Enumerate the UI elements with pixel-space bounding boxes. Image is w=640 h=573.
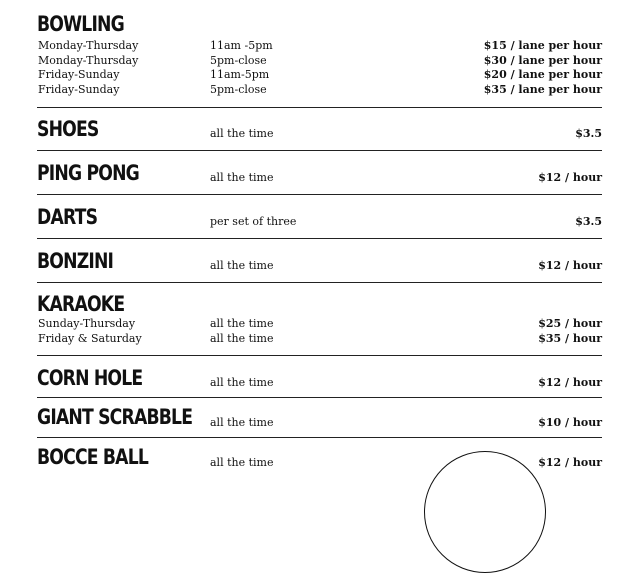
section-divider xyxy=(37,397,602,398)
row-price: $25 / hour xyxy=(538,317,602,330)
bocce-ball-illustration xyxy=(424,451,546,573)
row-price: $12 / hour xyxy=(538,456,602,469)
row-time: 5pm-close xyxy=(210,83,267,96)
row-label: Monday-Thursday xyxy=(38,54,139,67)
row-price: $10 / hour xyxy=(538,416,602,429)
row-price: $3.5 xyxy=(575,215,602,228)
row-label: Monday-Thursday xyxy=(38,39,139,52)
row-time: all the time xyxy=(210,416,274,429)
row-price: $15 / lane per hour xyxy=(483,39,602,52)
section-title-shoes: SHOES xyxy=(37,117,99,141)
row-price: $35 / lane per hour xyxy=(483,83,602,96)
section-divider xyxy=(37,194,602,195)
row-time: all the time xyxy=(210,127,274,140)
row-price: $20 / lane per hour xyxy=(483,68,602,81)
section-divider xyxy=(37,282,602,283)
section-title-bowling: BOWLING xyxy=(37,12,124,36)
section-title-bonzini: BONZINI xyxy=(37,249,114,273)
row-price: $30 / lane per hour xyxy=(483,54,602,67)
section-divider xyxy=(37,238,602,239)
section-title-corn-hole: CORN HOLE xyxy=(37,366,143,390)
row-time: all the time xyxy=(210,171,274,184)
row-label: Friday & Saturday xyxy=(38,332,142,345)
section-title-ping-pong: PING PONG xyxy=(37,161,140,185)
row-price: $3.5 xyxy=(575,127,602,140)
row-price: $12 / hour xyxy=(538,171,602,184)
row-time: 5pm-close xyxy=(210,54,267,67)
section-divider xyxy=(37,150,602,151)
row-time: per set of three xyxy=(210,215,297,228)
row-label: Friday-Sunday xyxy=(38,83,120,96)
row-price: $35 / hour xyxy=(538,332,602,345)
section-divider xyxy=(37,437,602,438)
row-time: 11am-5pm xyxy=(210,68,270,81)
row-time: 11am -5pm xyxy=(210,39,273,52)
row-time: all the time xyxy=(210,376,274,389)
row-price: $12 / hour xyxy=(538,376,602,389)
row-time: all the time xyxy=(210,317,274,330)
section-title-karaoke: KARAOKE xyxy=(37,292,125,316)
row-time: all the time xyxy=(210,259,274,272)
row-label: Sunday-Thursday xyxy=(38,317,136,330)
section-title-bocce-ball: BOCCE BALL xyxy=(37,445,148,469)
section-title-darts: DARTS xyxy=(37,205,98,229)
row-price: $12 / hour xyxy=(538,259,602,272)
row-label: Friday-Sunday xyxy=(38,68,120,81)
row-time: all the time xyxy=(210,332,274,345)
section-title-giant-scrabble: GIANT SCRABBLE xyxy=(37,405,193,429)
section-divider xyxy=(37,355,602,356)
section-divider xyxy=(37,107,602,108)
row-time: all the time xyxy=(210,456,274,469)
